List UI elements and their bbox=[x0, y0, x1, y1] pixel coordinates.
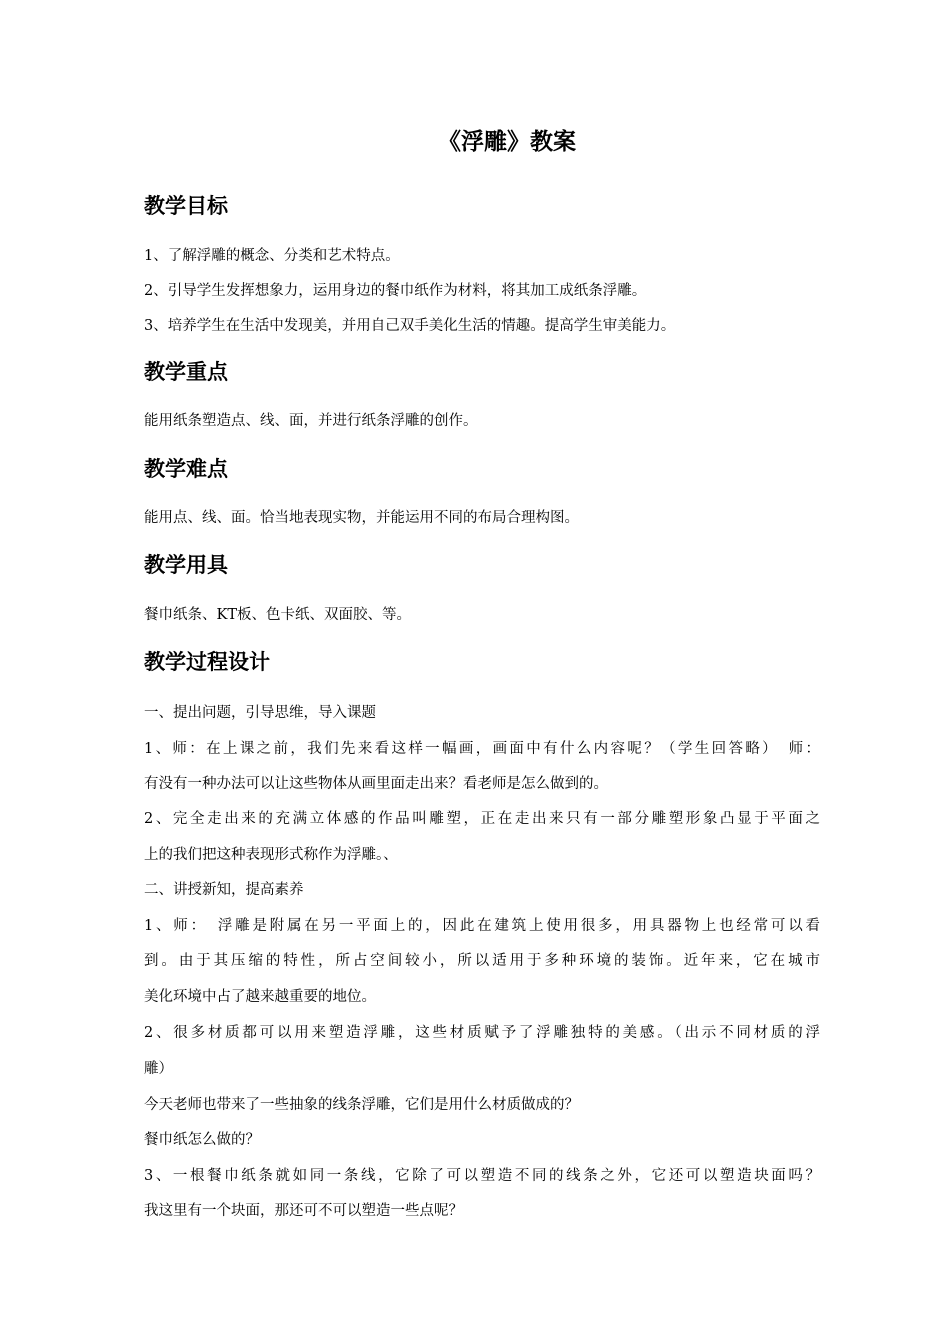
key-points-text: 能用纸条塑造点、线、面，并进行纸条浮雕的创作。 bbox=[144, 413, 478, 429]
process-line: 到。由于其压缩的特性，所占空间较小，所以适用于多种环境的装饰。近年来，它在城市 bbox=[144, 953, 820, 969]
process-line: 有没有一种办法可以让这些物体从画里面走出来？看老师是怎么做到的。 bbox=[144, 776, 608, 792]
heading-process: 教学过程设计 bbox=[144, 650, 270, 674]
tools-text: 餐巾纸条、KT板、色卡纸、双面胶、等。 bbox=[144, 607, 412, 623]
heading-tools: 教学用具 bbox=[144, 553, 228, 577]
document-title: 《浮雕》教案 bbox=[438, 129, 576, 155]
objective-item-1: 1、了解浮雕的概念、分类和艺术特点。 bbox=[144, 248, 400, 264]
process-line: 二、讲授新知，提高素养 bbox=[144, 882, 304, 898]
process-line: 雕） bbox=[144, 1061, 173, 1077]
process-line: 一、提出问题，引导思维，导入课题 bbox=[144, 705, 376, 721]
process-line: 我这里有一个块面，那还可不可以塑造一些点呢？ bbox=[144, 1203, 463, 1219]
process-line: 1、师：在上课之前，我们先来看这样一幅画，画面中有什么内容呢？（学生回答略） 师： bbox=[144, 741, 820, 757]
process-line: 美化环境中占了越来越重要的地位。 bbox=[144, 989, 376, 1005]
heading-key-points: 教学重点 bbox=[144, 360, 228, 384]
process-line: 2、完全走出来的充满立体感的作品叫雕塑，正在走出来只有一部分雕塑形象凸显于平面之 bbox=[144, 811, 820, 827]
process-line: 1、师： 浮雕是附属在另一平面上的，因此在建筑上使用很多，用具器物上也经常可以看 bbox=[144, 918, 820, 934]
process-line: 餐巾纸怎么做的？ bbox=[144, 1132, 260, 1148]
objective-item-3: 3、培养学生在生活中发现美，并用自己双手美化生活的情趣。提高学生审美能力。 bbox=[144, 318, 676, 334]
process-line: 上的我们把这种表现形式称作为浮雕。、 bbox=[144, 847, 398, 863]
heading-objectives: 教学目标 bbox=[144, 194, 228, 218]
process-line: 2、很多材质都可以用来塑造浮雕，这些材质赋予了浮雕独特的美感。（出示不同材质的浮 bbox=[144, 1025, 820, 1041]
process-line: 今天老师也带来了一些抽象的线条浮雕，它们是用什么材质做成的？ bbox=[144, 1097, 579, 1113]
objective-item-2: 2、引导学生发挥想象力，运用身边的餐巾纸作为材料，将其加工成纸条浮雕。 bbox=[144, 283, 647, 299]
difficulties-text: 能用点、线、面。恰当地表现实物，并能运用不同的布局合理构图。 bbox=[144, 510, 579, 526]
process-line: 3、一根餐巾纸条就如同一条线，它除了可以塑造不同的线条之外，它还可以塑造块面吗？ bbox=[144, 1168, 820, 1184]
heading-difficulties: 教学难点 bbox=[144, 457, 228, 481]
